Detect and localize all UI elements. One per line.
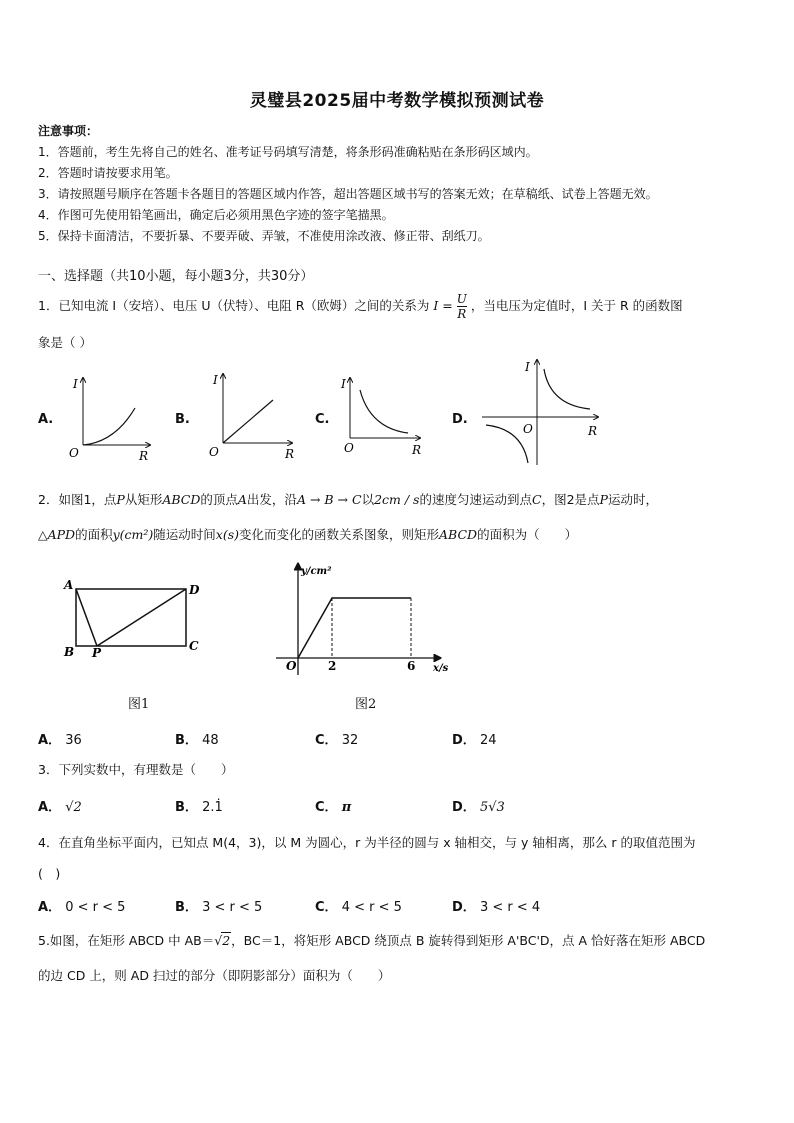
x-axis-label: x/s <box>433 663 449 674</box>
q5-stem-line1 <box>38 931 705 949</box>
option-label: C． <box>315 800 338 815</box>
q2-stem-line2 <box>38 525 577 543</box>
segment-pd <box>97 589 186 646</box>
notice-item-3: 3．请按照题号顺序在答题卡各题目的答题区域内作答，超出答题区域书写的答案无效；在草稿纸、试卷上答题无效。 <box>38 187 658 201</box>
q3-option-d <box>452 796 505 815</box>
q5-stem-line2: 的边 CD 上，则 AD 扫过的部分（即阴影部分）面积为（ ） <box>38 968 391 983</box>
curve <box>83 408 135 445</box>
label-d: D <box>189 583 200 597</box>
option-label: B． <box>175 900 198 915</box>
q1-graph-c <box>330 370 430 465</box>
option-value: 5√3 <box>479 800 505 815</box>
tick-6: 6 <box>407 659 416 673</box>
q2-option-c <box>315 729 358 748</box>
label-a: A <box>64 578 74 592</box>
q1-formula-num: U <box>456 292 467 306</box>
notice-item-2: 2．答题时请按要求用笔。 <box>38 166 178 180</box>
q1-formula-lhs: I = <box>433 298 453 313</box>
q4-option-c <box>315 896 402 915</box>
option-value: √2 <box>65 800 82 815</box>
origin-label: O <box>69 446 79 460</box>
q2-point-p: P <box>599 492 608 507</box>
option-label: B． <box>175 800 198 815</box>
q1-text-b: ，当电压为定值时，I 关于 R 的函数图 <box>470 298 683 313</box>
q4-stem-b: ( ) <box>38 866 61 881</box>
notice-item-5: 5．保持卡面清洁，不要折暴、不要弄破、弄皱，不准使用涂改液、修正带、刮纸刀。 <box>38 229 490 243</box>
axis-label-r: R <box>412 443 422 457</box>
q1-option-a-label: A. <box>38 412 54 427</box>
q5-text: ，BC＝1，将矩形 ABCD 绕顶点 B 旋转得到矩形 A'BC'D，点 A 恰好落在矩形 ABCD <box>231 933 706 948</box>
q3-option-b <box>175 796 223 815</box>
option-value: 48 <box>202 733 219 748</box>
option-label: C． <box>315 900 338 915</box>
curve-branch-2 <box>486 425 528 463</box>
q2-figure-2-caption: 图2 <box>355 697 377 712</box>
section-heading: 一、选择题（共10小题，每小题3分，共30分） <box>38 269 314 284</box>
option-value: 4 < r < 5 <box>341 900 402 915</box>
q2-figure-2 <box>272 560 457 675</box>
notice-item-1: 1．答题前，考生先将自己的姓名、准考证号码填写清楚，将条形码准确粘贴在条形码区域内。 <box>38 145 538 159</box>
q2-text: 随运动时间 <box>153 527 216 542</box>
q2-point-c: C <box>531 492 542 507</box>
axis-label-i: I <box>525 360 530 374</box>
q2-option-a <box>38 729 82 748</box>
q2-option-b <box>175 729 219 748</box>
label-p: P <box>92 646 102 660</box>
q2-rect-abcd: ABCD <box>162 492 201 507</box>
q4-stem: 4．在直角坐标平面内，已知点 M(4，3)，以 M 为圆心，r 为半径的圆与 x 轴相交，与 y 轴相离，那么 r 的取值范围为 <box>38 835 696 850</box>
q1-option-b-label: B. <box>175 412 190 427</box>
option-value: 3 < r < 4 <box>479 900 541 915</box>
q1-stem <box>38 292 683 321</box>
q1-graph-d <box>478 355 603 470</box>
q1-text-c: 象是（ ） <box>38 335 92 350</box>
q2-text: 变化而变化的函数关系图象，则矩形 <box>239 527 440 542</box>
option-label: A． <box>38 900 62 915</box>
segment-ap <box>76 589 97 646</box>
q1-graph-b <box>195 370 305 465</box>
rectangle-abcd <box>76 589 186 646</box>
q2-speed: 2cm / s <box>374 492 420 507</box>
curve-branch-1 <box>544 369 590 409</box>
q4-option-d <box>452 896 540 915</box>
origin-label: O <box>209 445 219 459</box>
q2-figure-1-caption: 图1 <box>128 697 150 712</box>
option-label: A． <box>38 733 62 748</box>
q2-path: A → B → C <box>296 492 362 507</box>
q2-triangle-apd: △APD <box>38 527 76 542</box>
q2-text: 运动时， <box>607 492 658 507</box>
axis-label-i: I <box>341 377 346 391</box>
q2-text: 的速度匀速运动到点 <box>419 492 532 507</box>
q1-option-c-label: C. <box>315 412 330 427</box>
axis-label-r: R <box>285 447 295 461</box>
q4-option-b <box>175 896 262 915</box>
q5-sqrt-value: 2 <box>222 933 231 948</box>
page-title: 灵璧县2025届中考数学模拟预测试卷 <box>249 91 545 111</box>
axis-label-r: R <box>588 424 598 438</box>
notice-heading: 注意事项： <box>38 124 99 138</box>
option-label: D． <box>452 900 476 915</box>
q1-option-d-label: D. <box>452 412 468 427</box>
q3-option-c <box>315 796 351 815</box>
q2-text: ，图2是点 <box>541 492 600 507</box>
q2-y-unit: y(cm²) <box>112 527 154 542</box>
origin-label: O <box>523 422 533 436</box>
option-label: A． <box>38 800 62 815</box>
q2-rect-abcd: ABCD <box>439 527 478 542</box>
y-axis-label: y/cm² <box>301 566 332 577</box>
option-label: D． <box>452 733 476 748</box>
q2-text: 从矩形 <box>124 492 163 507</box>
q2-figure-1 <box>58 575 208 660</box>
q2-text: 出发，沿 <box>246 492 297 507</box>
option-value: 36 <box>65 733 82 748</box>
option-value: 32 <box>341 733 359 748</box>
option-value: 2.1̇ <box>202 800 223 815</box>
q5-sqrt-sign: √ <box>214 933 223 948</box>
q2-x-unit: x(s) <box>215 527 240 542</box>
q2-point-p: P <box>116 492 125 507</box>
option-label: C． <box>315 733 338 748</box>
q2-text: 2．如图1，点 <box>38 492 117 507</box>
origin-label: O <box>344 441 354 455</box>
q2-text: 以 <box>361 492 375 507</box>
option-value: 24 <box>479 733 497 748</box>
q2-text: 的面积 <box>75 527 113 542</box>
option-label: D． <box>452 800 476 815</box>
axis-label-r: R <box>139 449 149 463</box>
axis-label-i: I <box>73 377 78 391</box>
option-value: 0 < r < 5 <box>65 900 126 915</box>
q3-option-a <box>38 796 82 815</box>
label-c: C <box>189 639 199 653</box>
q5-text: 5.如图，在矩形 ABCD 中 AB＝ <box>38 933 215 948</box>
label-b: B <box>64 645 75 659</box>
option-label: B． <box>175 733 198 748</box>
curve <box>360 390 408 433</box>
tick-2: 2 <box>328 659 337 673</box>
q1-graph-a <box>55 370 165 465</box>
line <box>223 400 273 443</box>
option-value: 3 < r < 5 <box>202 900 263 915</box>
q2-option-d <box>452 729 496 748</box>
q2-text: 的顶点 <box>200 492 238 507</box>
q3-stem: 3．下列实数中，有理数是（ ） <box>38 762 234 777</box>
q1-formula-fraction <box>457 292 467 321</box>
axis-label-i: I <box>213 373 218 387</box>
q2-stem-line1 <box>38 490 658 508</box>
q1-text-a: 1．已知电流 I（安培）、电压 U（伏特）、电阻 R（欧姆）之间的关系为 <box>38 298 430 313</box>
notice-item-4: 4．作图可先使用铅笔画出，确定后必须用黑色字迹的签字笔描黑。 <box>38 208 394 222</box>
q2-text: 的面积为（ ） <box>477 527 578 542</box>
option-value: π <box>341 800 352 815</box>
q2-point-a: A <box>237 492 247 507</box>
area-graph <box>298 598 411 658</box>
origin-label: O <box>286 659 297 673</box>
q4-option-a <box>38 896 125 915</box>
q1-formula-den: R <box>457 307 467 321</box>
